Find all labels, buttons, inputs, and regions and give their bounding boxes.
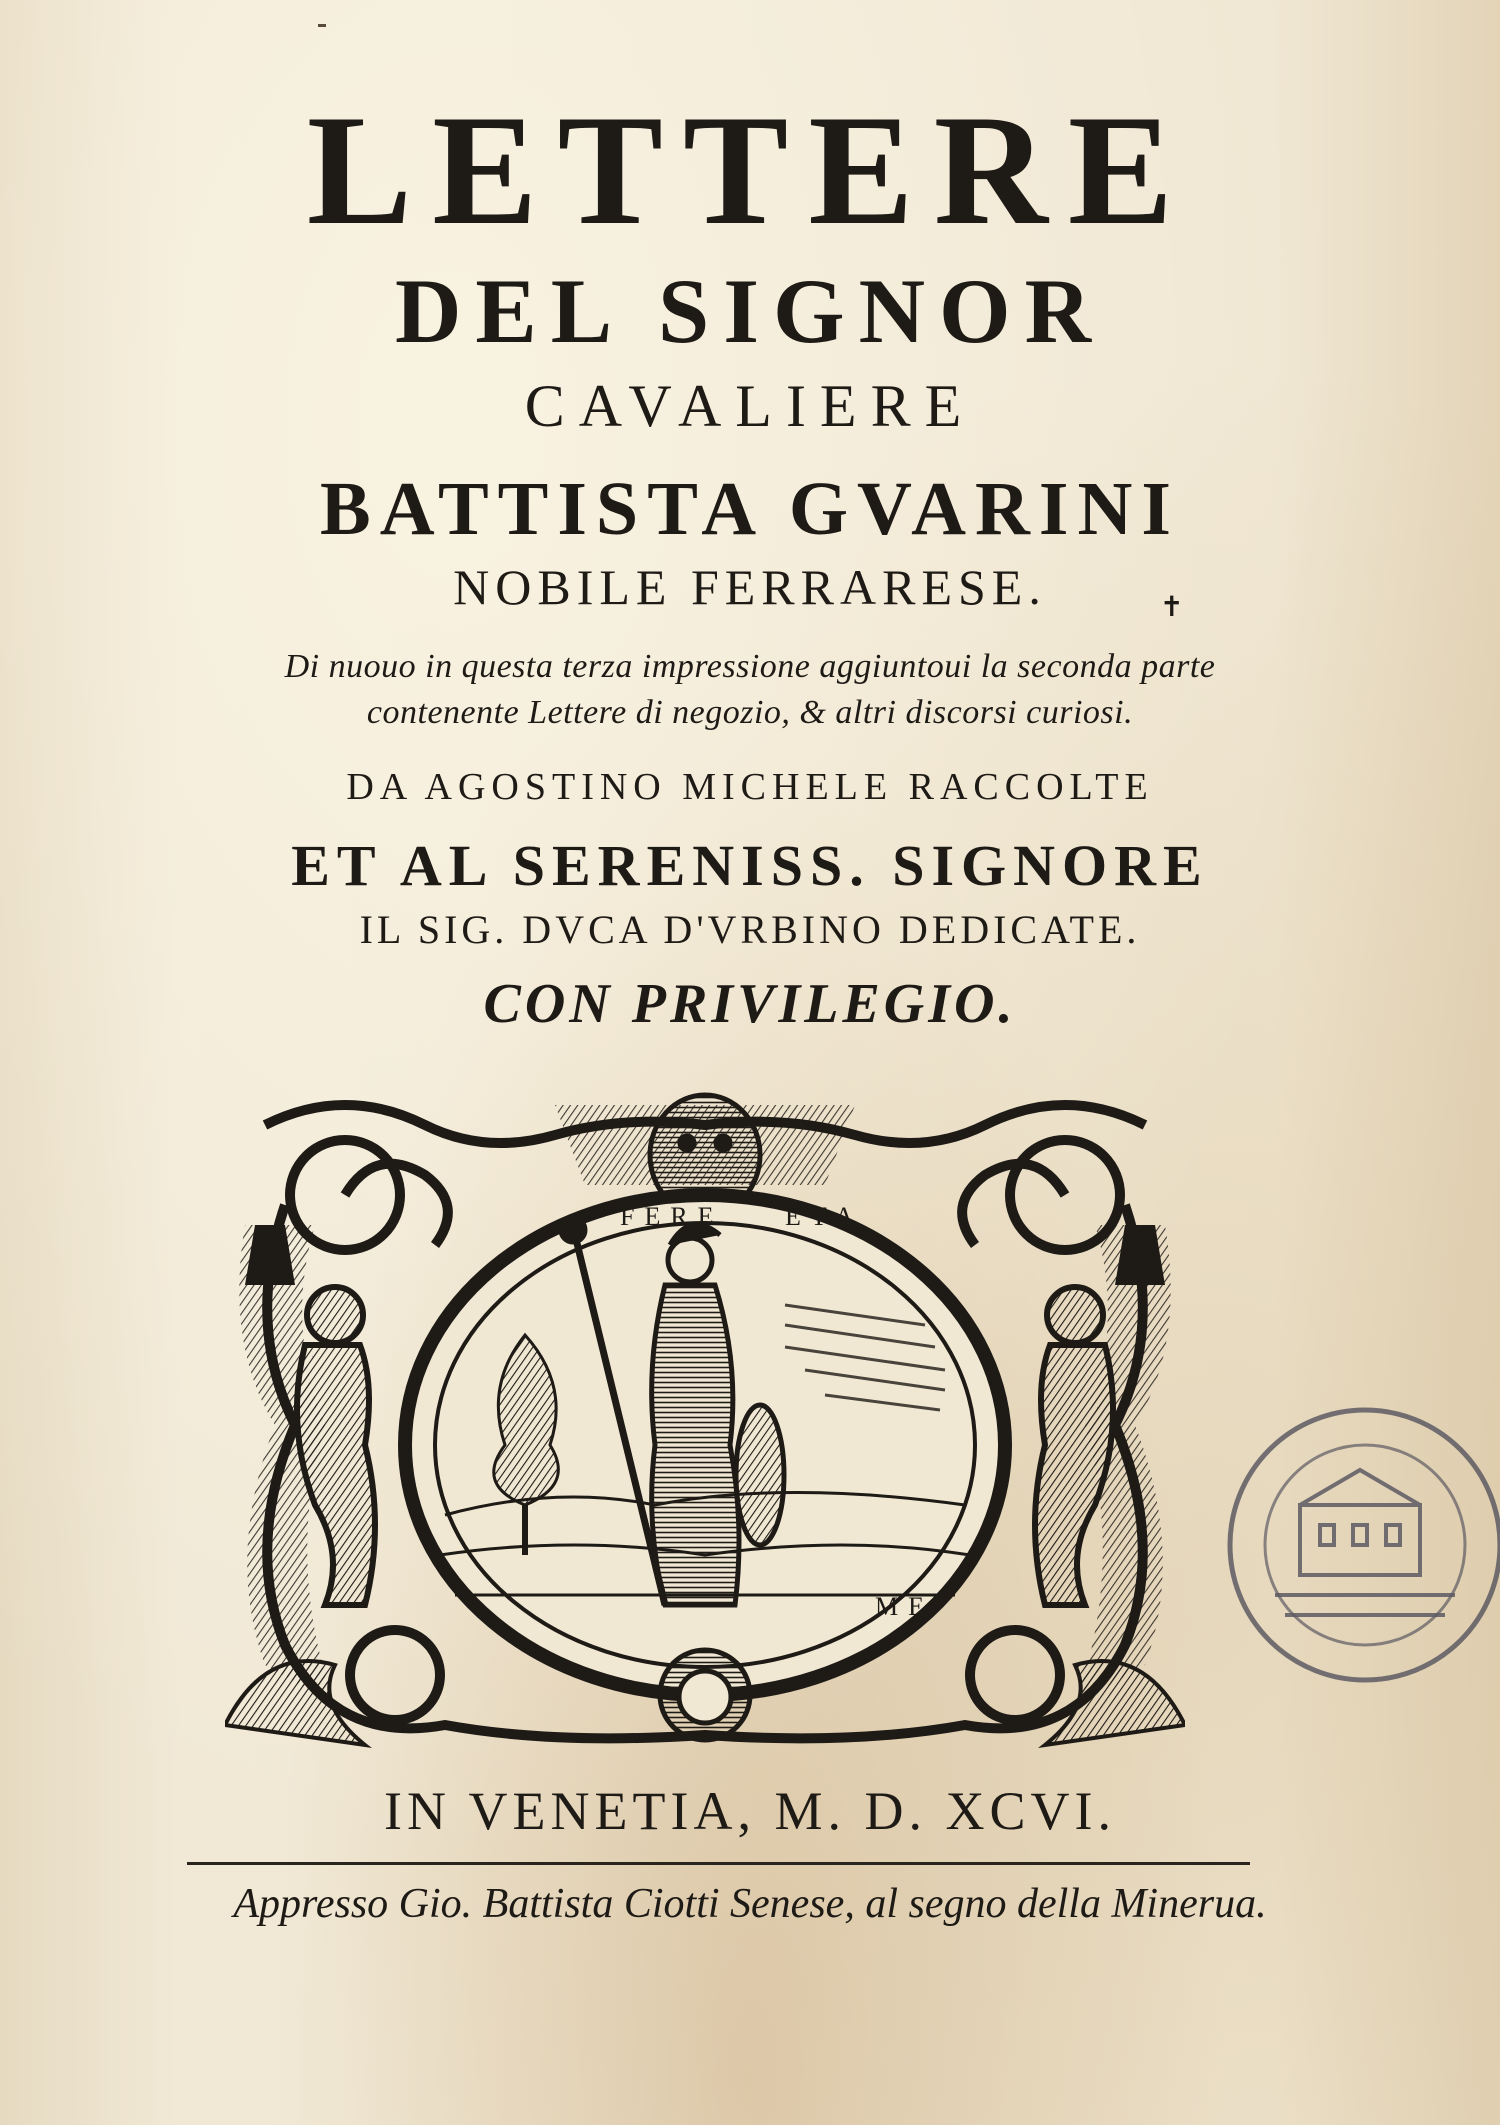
edition-note-line2: contenente Lettere di negozio, & altri discorsi curiosi. bbox=[366, 694, 1134, 731]
medallion-motto-right: ETA bbox=[785, 1202, 864, 1231]
title-del-signor: DEL SIGNOR bbox=[394, 260, 1106, 362]
dedication-line2: IL SIG. DVCA D'VRBINO DEDICATE. bbox=[359, 907, 1141, 952]
library-stamp bbox=[1205, 1375, 1500, 1725]
imprint-printer: Appresso Gio. Battista Ciotti Senese, al segno della Minerua. bbox=[233, 1881, 1267, 1927]
medallion-motto-bottom: ME bbox=[875, 1592, 934, 1621]
bottom-mask bbox=[660, 1650, 750, 1740]
privilege-line: CON PRIVILEGIO. bbox=[483, 973, 1017, 1035]
caryatid-left bbox=[297, 1287, 375, 1605]
author-name: BATTISTA GVARINI bbox=[320, 467, 1180, 551]
imprint-rule bbox=[187, 1862, 1250, 1865]
printer-mark: ✝ bbox=[1160, 592, 1184, 623]
caryatid-right bbox=[1035, 1287, 1113, 1605]
ink-speck bbox=[318, 24, 326, 27]
edition-note-line1: Di nuouo in questa terza impressione aggiuntoui la seconda parte bbox=[284, 648, 1216, 685]
title-cavaliere: CAVALIERE bbox=[524, 373, 976, 439]
stamp-building-icon bbox=[1275, 1470, 1455, 1615]
imprint-place-date: IN VENETIA, M. D. XCVI. bbox=[384, 1781, 1116, 1841]
minerva-woodcut-device bbox=[225, 1085, 1185, 1765]
medallion-motto-top: FERE bbox=[620, 1202, 724, 1231]
editor-line: DA AGOSTINO MICHELE RACCOLTE bbox=[346, 766, 1154, 808]
title-lettere: LETTERE bbox=[306, 83, 1194, 258]
dedication-line1: ET AL SERENISS. SIGNORE bbox=[291, 833, 1209, 898]
author-origin: NOBILE FERRARESE. bbox=[453, 559, 1047, 615]
